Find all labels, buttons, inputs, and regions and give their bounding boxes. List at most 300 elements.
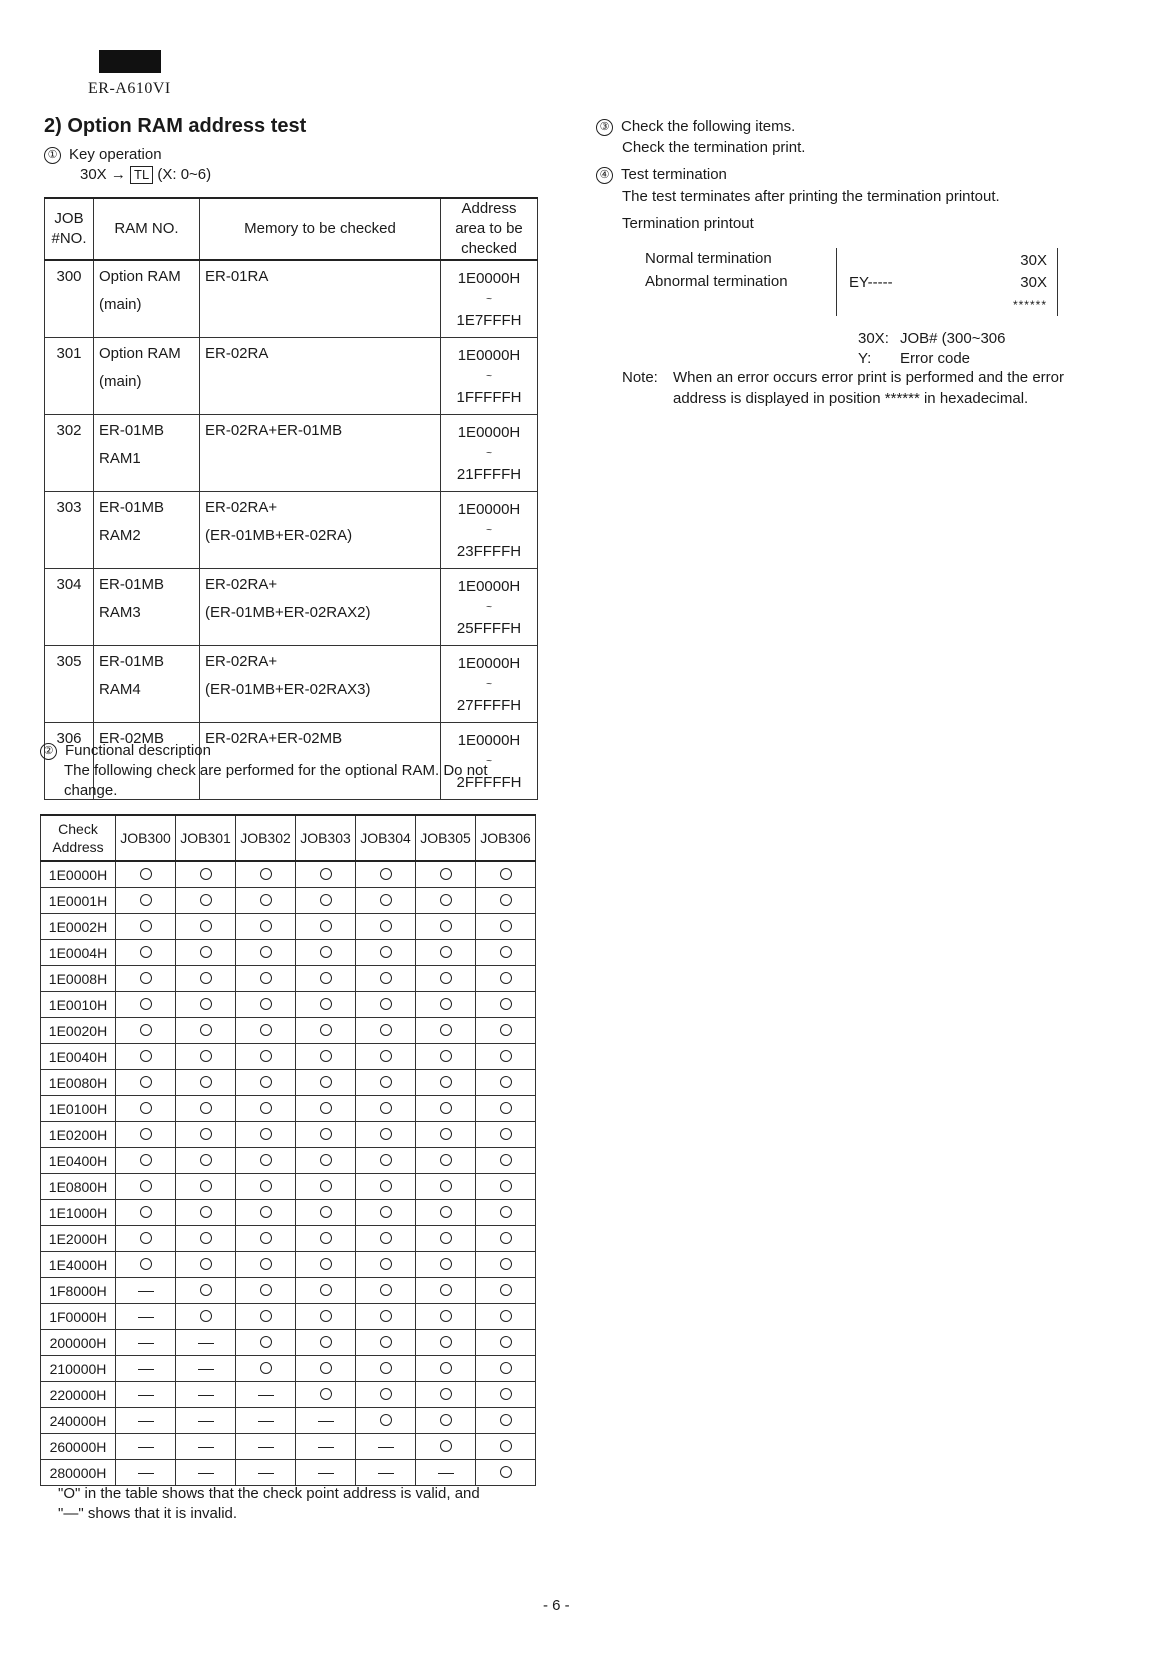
check-address: 200000H [41,1330,116,1356]
valid-circle-icon [500,1336,512,1348]
invalid-dash-icon [198,1447,214,1448]
valid-mark-cell [236,1018,296,1044]
valid-circle-icon [320,1024,332,1036]
valid-mark-cell [116,940,176,966]
valid-circle-icon [320,1128,332,1140]
valid-mark-cell [236,1252,296,1278]
valid-mark-cell [476,1330,536,1356]
valid-circle-icon [200,1128,212,1140]
invalid-mark-cell [176,1382,236,1408]
valid-mark-cell [176,992,236,1018]
valid-mark-cell [416,992,476,1018]
invalid-mark-cell [356,1434,416,1460]
legend1-value: JOB# (300~306 [900,330,1006,347]
valid-mark-cell [416,1408,476,1434]
note-line2: address is displayed in position ****** in hexadecimal. [673,390,1029,407]
invalid-dash-icon [198,1343,214,1344]
step2-heading [40,742,211,760]
valid-circle-icon [440,1128,452,1140]
invalid-dash-icon [198,1395,214,1396]
step4-heading [596,166,727,184]
valid-mark-cell [416,1148,476,1174]
ram-line2: RAM4 [99,681,141,698]
valid-circle-icon [200,972,212,984]
invalid-dash-icon [258,1421,274,1422]
valid-circle-icon [200,1154,212,1166]
header-memory: Memory to be checked [200,198,441,260]
valid-mark-cell [416,1382,476,1408]
ram-no [94,569,200,646]
valid-circle-icon [380,868,392,880]
job-row [45,646,538,723]
invalid-mark-cell [116,1304,176,1330]
invalid-dash-icon [138,1421,154,1422]
valid-circle-icon [440,1206,452,1218]
step3-heading [596,118,795,136]
valid-mark-cell [176,1122,236,1148]
valid-circle-icon [380,1388,392,1400]
check-address: 1E0080H [41,1070,116,1096]
invalid-dash-icon [138,1291,154,1292]
check-row [41,1044,536,1070]
valid-circle-icon [440,1232,452,1244]
address-to: 1FFFFFH [456,389,522,406]
valid-circle-icon [500,1388,512,1400]
valid-mark-cell [176,1252,236,1278]
check-address: 1E4000H [41,1252,116,1278]
valid-circle-icon [140,946,152,958]
valid-mark-cell [296,1070,356,1096]
valid-mark-cell [296,1278,356,1304]
legend1-key: 30X: [858,330,889,347]
check-address: 220000H [41,1382,116,1408]
valid-mark-cell [476,940,536,966]
job-row [45,260,538,338]
valid-circle-icon [320,1388,332,1400]
step2-number: ② [40,743,57,760]
valid-mark-cell [416,1044,476,1070]
invalid-mark-cell [116,1408,176,1434]
valid-mark-cell [116,888,176,914]
memory-checked [200,260,441,338]
header-job-no: JOB #NO. [45,198,94,260]
invalid-mark-cell [236,1382,296,1408]
page-number: - 6 - [543,1597,570,1614]
valid-mark-cell [116,1044,176,1070]
ram-line2: (main) [99,373,142,390]
valid-circle-icon [260,1336,272,1348]
valid-mark-cell [176,861,236,888]
header-job-column: JOB305 [416,815,476,861]
valid-circle-icon [500,1180,512,1192]
valid-circle-icon [140,1128,152,1140]
valid-circle-icon [500,972,512,984]
valid-mark-cell [296,1096,356,1122]
check-row [41,1070,536,1096]
job-table-header [45,198,538,260]
valid-mark-cell [236,992,296,1018]
valid-mark-cell [476,888,536,914]
valid-mark-cell [296,992,356,1018]
valid-circle-icon [500,1206,512,1218]
valid-mark-cell [356,1174,416,1200]
valid-mark-cell [416,1278,476,1304]
ram-no [94,415,200,492]
valid-mark-cell [236,1226,296,1252]
valid-circle-icon [200,946,212,958]
valid-mark-cell [116,1226,176,1252]
step1-heading [44,146,162,164]
mem-line1: ER-02RA+ [205,576,278,593]
valid-mark-cell [416,1174,476,1200]
valid-circle-icon [380,894,392,906]
valid-circle-icon [200,1310,212,1322]
mem-line1: ER-02RA+ER-02MB [205,730,343,747]
abnormal-error: EY----- [849,274,893,291]
valid-circle-icon [380,1414,392,1426]
invalid-mark-cell [296,1408,356,1434]
valid-mark-cell [476,1408,536,1434]
valid-mark-cell [416,1304,476,1330]
ram-line1: ER-01MB [99,499,165,516]
valid-mark-cell [296,1382,356,1408]
valid-circle-icon [320,1310,332,1322]
invalid-dash-icon [318,1421,334,1422]
memory-checked [200,415,441,492]
valid-circle-icon [500,1154,512,1166]
valid-circle-icon [440,894,452,906]
valid-circle-icon [380,1310,392,1322]
valid-circle-icon [380,998,392,1010]
valid-mark-cell [236,1278,296,1304]
valid-mark-cell [356,940,416,966]
check-table [40,814,536,1486]
valid-circle-icon [320,894,332,906]
check-address: 1E0800H [41,1174,116,1200]
valid-circle-icon [320,1154,332,1166]
tl-key: TL [130,166,153,184]
valid-circle-icon [500,1076,512,1088]
mem-line2: (ER-01MB+ER-02RAX3) [205,681,371,698]
check-address: 1E0040H [41,1044,116,1070]
address-range [441,723,538,800]
address-to: 21FFFFH [456,466,522,483]
valid-circle-icon [140,1258,152,1270]
valid-mark-cell [296,1148,356,1174]
check-row [41,861,536,888]
valid-circle-icon [440,1154,452,1166]
valid-circle-icon [320,1076,332,1088]
invalid-mark-cell [176,1356,236,1382]
valid-mark-cell [116,914,176,940]
valid-circle-icon [140,1206,152,1218]
valid-mark-cell [116,1148,176,1174]
normal-label: Normal termination [645,250,772,267]
valid-circle-icon [440,1336,452,1348]
key-seq-suffix: (X: 0~6) [157,166,212,183]
check-row [41,1330,536,1356]
valid-circle-icon [140,1024,152,1036]
job-row [45,415,538,492]
valid-mark-cell [116,1096,176,1122]
valid-mark-cell [236,1096,296,1122]
valid-mark-cell [356,1122,416,1148]
address-from: 1E0000H [457,424,521,441]
check-address: 280000H [41,1460,116,1486]
check-row [41,1382,536,1408]
valid-circle-icon [260,1232,272,1244]
valid-circle-icon [500,946,512,958]
valid-mark-cell [176,1200,236,1226]
range-mark: ~ [486,371,492,382]
valid-circle-icon [260,1362,272,1374]
invalid-dash-icon [198,1369,214,1370]
valid-circle-icon [500,1128,512,1140]
valid-mark-cell [236,1070,296,1096]
valid-circle-icon [200,1076,212,1088]
check-row [41,914,536,940]
invalid-dash-icon [138,1447,154,1448]
valid-circle-icon [320,1180,332,1192]
legend2-key: Y: [858,350,872,367]
invalid-dash-icon [378,1473,394,1474]
abnormal-label: Abnormal termination [645,273,788,290]
valid-mark-cell [356,914,416,940]
ram-line2: RAM1 [99,450,141,467]
valid-mark-cell [116,1200,176,1226]
valid-mark-cell [356,1044,416,1070]
valid-circle-icon [260,972,272,984]
invalid-mark-cell [176,1460,236,1486]
valid-circle-icon [440,1050,452,1062]
memory-checked [200,492,441,569]
header-job-column: JOB303 [296,815,356,861]
valid-circle-icon [320,1050,332,1062]
invalid-mark-cell [176,1434,236,1460]
job-number: 303 [45,492,94,569]
valid-circle-icon [140,894,152,906]
mem-line1: ER-02RA+ER-01MB [205,422,343,439]
address-from: 1E0000H [457,655,521,672]
invalid-dash-icon [378,1447,394,1448]
job-row [45,569,538,646]
valid-circle-icon [260,1154,272,1166]
check-row [41,1252,536,1278]
valid-mark-cell [116,966,176,992]
section-title: 2) Option RAM address test [44,115,307,137]
step3-number: ③ [596,119,613,136]
valid-mark-cell [176,1070,236,1096]
valid-mark-cell [296,940,356,966]
check-address: 1E0100H [41,1096,116,1122]
valid-circle-icon [440,1180,452,1192]
header-job-column: JOB304 [356,815,416,861]
address-range [441,415,538,492]
job-table [44,197,538,800]
ram-line2: RAM3 [99,604,141,621]
step3-line1: Check the following items. [621,118,796,135]
valid-mark-cell [296,914,356,940]
valid-mark-cell [476,1382,536,1408]
valid-circle-icon [260,868,272,880]
valid-mark-cell [176,966,236,992]
valid-circle-icon [380,1024,392,1036]
valid-circle-icon [140,998,152,1010]
valid-mark-cell [236,861,296,888]
valid-circle-icon [140,1102,152,1114]
address-to: 27FFFFH [456,697,522,714]
step1-label: Key operation [69,146,162,163]
valid-mark-cell [476,1174,536,1200]
valid-mark-cell [236,1148,296,1174]
valid-mark-cell [236,1356,296,1382]
valid-mark-cell [236,914,296,940]
address-range [441,646,538,723]
valid-mark-cell [236,888,296,914]
ram-no [94,492,200,569]
job-number: 306 [45,723,94,800]
valid-circle-icon [500,1258,512,1270]
valid-circle-icon [380,1128,392,1140]
address-from: 1E0000H [457,270,521,287]
valid-circle-icon [260,1024,272,1036]
legend2-value: Error code [900,350,971,367]
valid-circle-icon [380,1258,392,1270]
functional-line2: change. [64,782,118,799]
mem-line1: ER-02RA [205,345,269,362]
check-address: 1F0000H [41,1304,116,1330]
job-number: 304 [45,569,94,646]
valid-circle-icon [200,1232,212,1244]
step1-number: ① [44,147,61,164]
valid-mark-cell [476,1122,536,1148]
valid-mark-cell [416,1070,476,1096]
valid-circle-icon [440,1414,452,1426]
valid-circle-icon [200,1024,212,1036]
invalid-mark-cell [296,1434,356,1460]
invalid-mark-cell [116,1382,176,1408]
address-to: 25FFFFH [456,620,522,637]
valid-mark-cell [176,940,236,966]
valid-circle-icon [320,1362,332,1374]
invalid-mark-cell [116,1278,176,1304]
valid-circle-icon [380,1180,392,1192]
valid-mark-cell [356,1330,416,1356]
normal-code: 30X [1020,252,1047,269]
valid-circle-icon [440,1024,452,1036]
valid-circle-icon [260,1310,272,1322]
invalid-dash-icon [198,1473,214,1474]
valid-circle-icon [500,1466,512,1478]
invalid-mark-cell [116,1434,176,1460]
valid-circle-icon [260,1128,272,1140]
valid-mark-cell [296,1356,356,1382]
valid-mark-cell [116,1122,176,1148]
valid-mark-cell [176,1174,236,1200]
valid-mark-cell [296,1044,356,1070]
valid-circle-icon [140,920,152,932]
step4-line1: The test terminates after printing the termination printout. [622,188,1000,205]
valid-mark-cell [176,888,236,914]
valid-circle-icon [200,920,212,932]
valid-circle-icon [260,1050,272,1062]
job-number: 302 [45,415,94,492]
valid-circle-icon [500,1310,512,1322]
step4-number: ④ [596,167,613,184]
valid-mark-cell [236,1044,296,1070]
valid-mark-cell [476,1278,536,1304]
header-ram-no: RAM NO. [94,198,200,260]
invalid-dash-icon [198,1421,214,1422]
valid-mark-cell [356,888,416,914]
valid-mark-cell [296,888,356,914]
valid-circle-icon [200,1284,212,1296]
valid-circle-icon [380,1362,392,1374]
valid-mark-cell [176,1278,236,1304]
valid-circle-icon [200,868,212,880]
valid-mark-cell [476,1356,536,1382]
valid-circle-icon [440,946,452,958]
invalid-mark-cell [116,1356,176,1382]
check-row [41,1174,536,1200]
job-row [45,723,538,800]
valid-mark-cell [356,861,416,888]
error-address-stars: ****** [1012,298,1047,312]
check-address: 1E1000H [41,1200,116,1226]
valid-mark-cell [416,1252,476,1278]
valid-circle-icon [380,1050,392,1062]
valid-circle-icon [260,1206,272,1218]
valid-circle-icon [440,1258,452,1270]
valid-circle-icon [500,1232,512,1244]
header-address-area: Address area to be checked [441,198,538,260]
range-mark: ~ [486,525,492,536]
ram-line1: ER-01MB [99,576,165,593]
valid-mark-cell [416,1226,476,1252]
valid-circle-icon [500,1440,512,1452]
key-operation [80,166,211,184]
valid-circle-icon [140,1154,152,1166]
footnote-line2: "—" shows that it is invalid. [58,1505,238,1522]
valid-circle-icon [260,1284,272,1296]
check-row [41,1278,536,1304]
valid-circle-icon [140,1076,152,1088]
valid-circle-icon [260,1102,272,1114]
printout-label: Termination printout [622,215,754,232]
valid-circle-icon [200,1258,212,1270]
valid-circle-icon [260,1180,272,1192]
invalid-mark-cell [236,1460,296,1486]
address-range [441,338,538,415]
range-mark: ~ [486,448,492,459]
valid-circle-icon [500,894,512,906]
valid-circle-icon [380,1154,392,1166]
memory-checked [200,723,441,800]
valid-mark-cell [236,966,296,992]
check-row [41,1304,536,1330]
valid-circle-icon [500,1102,512,1114]
valid-circle-icon [380,1206,392,1218]
job-number: 300 [45,260,94,338]
check-address: 1E0004H [41,940,116,966]
memory-checked [200,338,441,415]
valid-mark-cell [176,914,236,940]
valid-mark-cell [356,992,416,1018]
note-line1: When an error occurs error print is performed and the error [673,369,1064,386]
valid-mark-cell [476,1226,536,1252]
valid-circle-icon [380,920,392,932]
valid-mark-cell [476,1252,536,1278]
